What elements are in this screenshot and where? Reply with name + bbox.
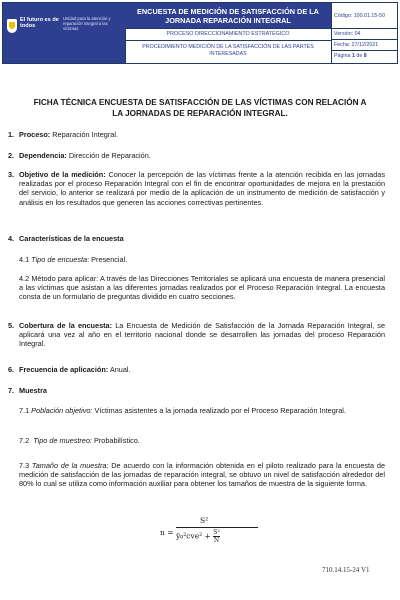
header-meta [331, 3, 398, 63]
subitem-number: 7.2 [19, 436, 34, 445]
item-text: Anual. [108, 365, 131, 374]
item-text: Conocer la percepción de las víctimas frente a la atención recibida en las jornadas realizadas por el proceso Reparación Integral con el fin de encontrar oportunidades de mejora en la prestación del servicio, lo anterior se realizará por medio de la aplicación de un instrumento de medición de satisfacción y análisis en los resultados que generen las acciones correctivas pertinentes. [19, 170, 385, 207]
formula-fraction-bar [176, 527, 258, 528]
item-number: 5. [8, 321, 15, 330]
logo-slogan: El futuro es de todos [20, 17, 59, 30]
item-text: Reparación Integral. [50, 130, 118, 139]
page-current: 1 [351, 53, 355, 59]
institution-logo [3, 3, 126, 63]
item-dependencia [8, 151, 388, 160]
subitem-text: Víctimas asistentes a la jornada realizado por el Proceso Reparación Integral. [92, 406, 346, 415]
subitem-text: 4.2 Método para aplicar: A través de las Direcciones Territoriales se aplicará una encuesta de manera presencial a las víctimas que asistan a las diferentes jornadas realizados por el Proceso Reparación Integral. La encuesta consta de un formulario de preguntas dividido en cuatro secciones. [19, 274, 385, 302]
subitem-tamano-muestra [19, 461, 385, 489]
doc-page-number [332, 51, 398, 62]
subitem-text: : Presencial. [87, 255, 128, 264]
document-footer-code: 710.14.15-24 V1 [322, 566, 370, 574]
item-number: 1. [8, 130, 15, 139]
item-muestra [8, 386, 388, 395]
formula-inner-fraction [213, 529, 220, 544]
subitem-text: Probabilístico. [91, 436, 140, 445]
sample-size-formula [160, 516, 270, 556]
page-total: 8 [363, 53, 367, 59]
subitem-poblacion [19, 406, 385, 415]
item-text: Dirección de Reparación. [66, 151, 151, 160]
item-label: Frecuencia de aplicación: [19, 365, 109, 374]
page-mid: de [354, 53, 364, 59]
item-label: Cobertura de la encuesta: [19, 321, 113, 330]
subitem-label: Tamaño de la muestra: [31, 461, 109, 470]
subitem-number: 4.1 [19, 255, 32, 264]
item-proceso [8, 130, 388, 139]
formula-numerator: S² [200, 516, 209, 525]
header-title: ENCUESTA DE MEDICIÓN DE SATISFACCIÓN DE LA JORNADA REPARACIÓN INTEGRAL [125, 3, 331, 29]
item-label: Características de la encuesta [19, 234, 124, 243]
subitem-number: 7.1 [19, 406, 32, 415]
subitem-number: 7.3 [19, 461, 32, 470]
item-number: 6. [8, 365, 15, 374]
item-number: 3. [8, 170, 15, 179]
subitem-tipo-encuesta [19, 255, 385, 264]
item-label: Muestra [19, 386, 47, 395]
item-number: 2. [8, 151, 15, 160]
subitem-tipo-muestreo [19, 436, 385, 445]
item-text: La Encuesta de Medición de Satisfacción de la Jornada Reparación Integral, se aplicará una vez al año en el territorio nacional donde se desarrollen las jornadas del proceso Reparación Integral. [19, 321, 385, 349]
item-number: 7. [8, 386, 15, 395]
item-label: Proceso: [19, 130, 51, 139]
doc-version: Versión: 04 [332, 29, 398, 40]
doc-date: Fecha: 27/12/2021 [332, 40, 398, 51]
formula-denominator [176, 529, 220, 544]
formula-inner-denominator: N [213, 537, 220, 544]
document-title: FICHA TÉCNICA ENCUESTA DE SATISFACCIÓN DE LAS VÍCTIMAS CON RELACIÓN A LA JORNADAS DE REPARACIÓN INTEGRAL. [33, 98, 367, 118]
item-objetivo [19, 170, 385, 207]
item-caracteristicas [8, 234, 388, 243]
item-number: 4. [8, 234, 15, 243]
item-label: Objetivo de la medición: [19, 170, 106, 179]
subitem-text: De acuerdo con la información obtenida en el piloto realizado para la encuesta de medición de satisfacción de las jornadas de reparación integral, se obtuvo un nivel de satisfacción alrededor del 80% lo cual se utiliza como información auxiliar para obtener los tamaños de muestra de la siguiente forma. [19, 461, 385, 489]
formula-inner-numerator: S² [213, 529, 220, 536]
page-prefix: Página [334, 53, 352, 59]
document-header [2, 2, 398, 64]
item-label: Dependencia: [19, 151, 67, 160]
header-process: PROCESO DIRECCIONAMIENTO ESTRATÉGICO [125, 29, 331, 41]
doc-code: Código: 100.01.15-50 [332, 3, 398, 29]
formula-lhs: n = [160, 528, 174, 537]
subitem-label: Tipo de encuesta [31, 255, 88, 264]
subitem-label: Tipo de muestreo: [33, 436, 92, 445]
coat-of-arms-icon [7, 19, 17, 33]
subitem-label: Población objetivo: [31, 406, 93, 415]
logo-entity-name: Unidad para la atención y reparación integral a las víctimas [63, 16, 111, 31]
header-subprocess: PROCEDIMIENTO MEDICIÓN DE LA SATISFACCIÓN DE LAS PARTES INTERESADAS [142, 44, 314, 57]
subitem-metodo [19, 274, 385, 302]
item-cobertura [19, 321, 385, 349]
item-frecuencia [8, 365, 388, 374]
formula-denominator-term: ȳ₀²cve² + [176, 531, 211, 541]
